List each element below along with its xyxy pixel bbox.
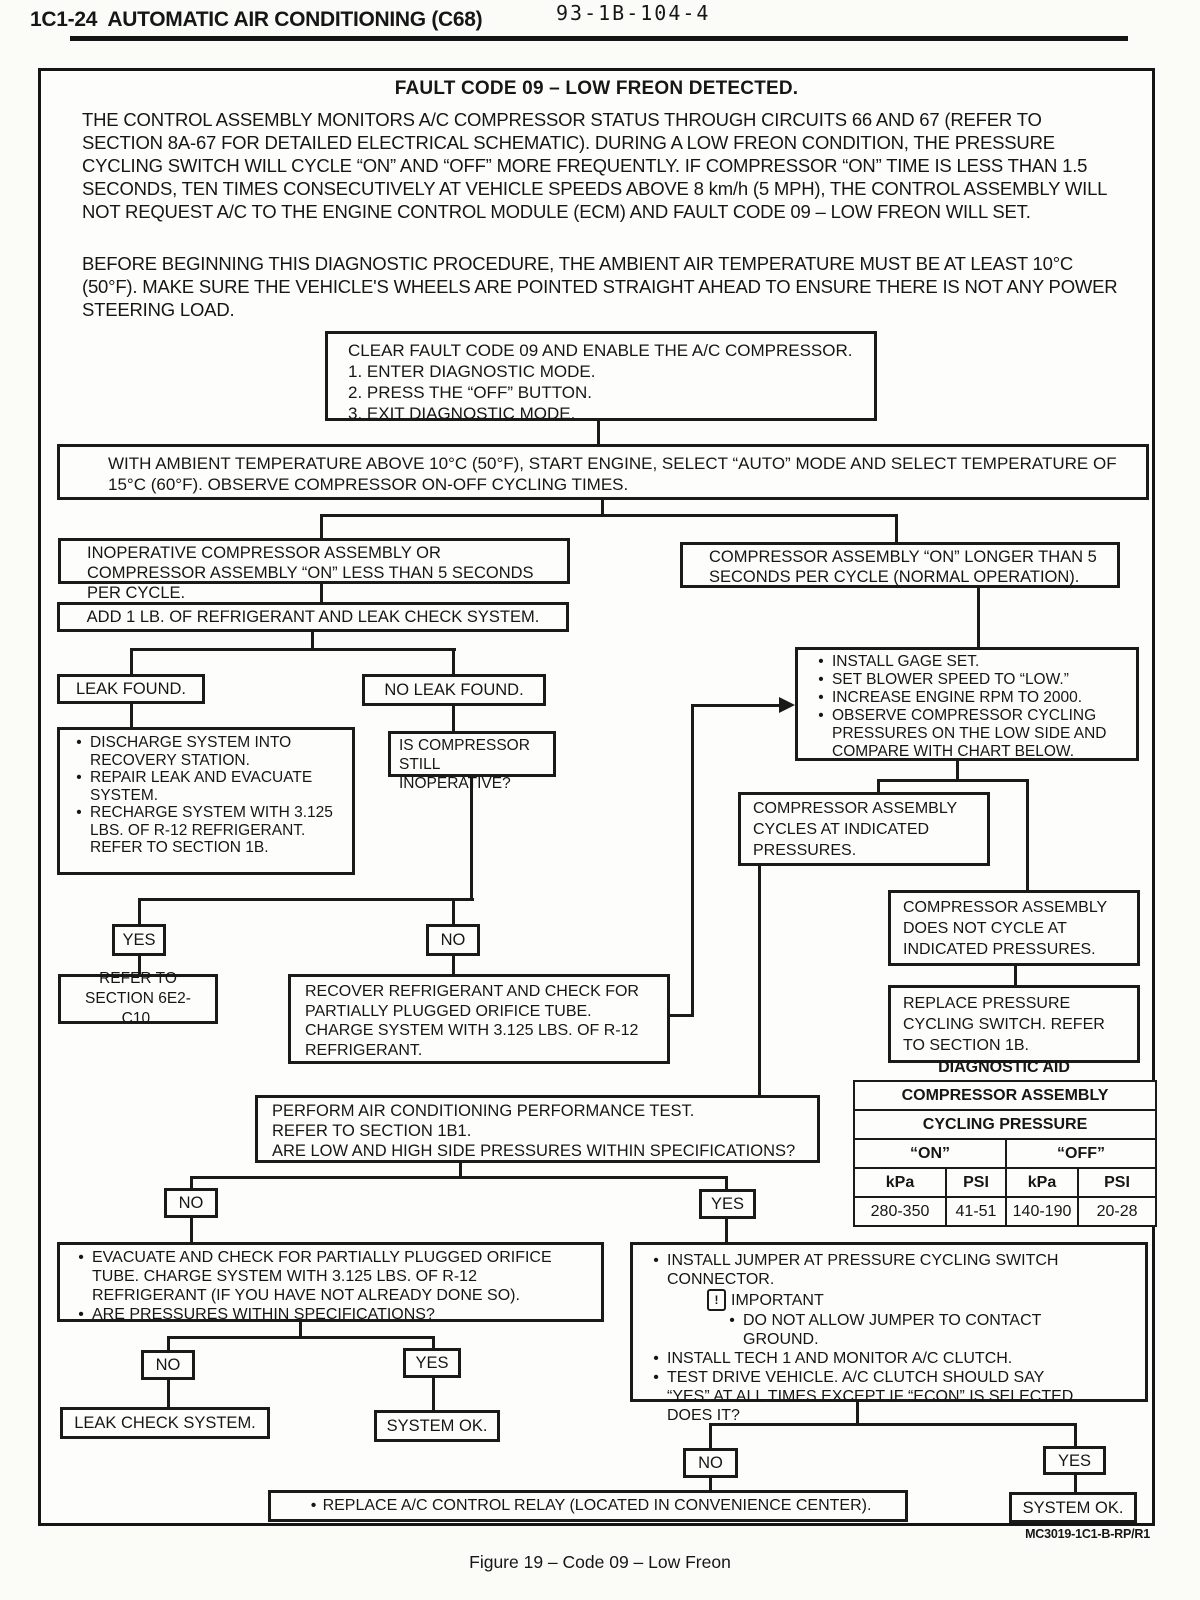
connector <box>432 1336 435 1348</box>
important-icon <box>707 1289 726 1311</box>
node-text: NO <box>178 1194 204 1212</box>
connector <box>709 1478 712 1490</box>
bullet-icon: • <box>653 1252 659 1269</box>
node-install-jumper <box>630 1242 1148 1424</box>
unit-cell: kPa <box>1006 1168 1078 1197</box>
connector <box>452 648 455 674</box>
connector <box>956 761 959 781</box>
connector <box>432 1378 435 1410</box>
connector <box>877 779 880 792</box>
node-text: PERFORM AIR CONDITIONING PERFORMANCE TEST. <box>272 1102 695 1120</box>
value-cell: 140-190 <box>1006 1197 1078 1226</box>
bullet-icon: • <box>653 1350 659 1367</box>
connector <box>709 1423 712 1448</box>
bullet-icon: • <box>818 653 824 670</box>
bullet-item: • DO NOT ALLOW JUMPER TO CONTACT GROUND. <box>721 1311 1085 1349</box>
node-text: YES <box>415 1354 449 1372</box>
node-text: COMPRESSOR ASSEMBLY DOES NOT CYCLE AT INDICATED PRESSURES. <box>903 899 1107 958</box>
bullet-icon: • <box>653 1369 659 1386</box>
on-header-cell: “ON” <box>854 1139 1006 1168</box>
connector <box>190 1218 193 1242</box>
node-text: NO LEAK FOUND. <box>384 681 524 699</box>
connector <box>597 421 600 444</box>
node-does-not-cycle <box>888 890 1140 966</box>
node-text: ADD 1 LB. OF REFRIGERANT AND LEAK CHECK SYSTEM. <box>86 608 540 626</box>
node-no-2 <box>164 1188 218 1218</box>
connector <box>1014 966 1017 985</box>
connector <box>1074 1475 1077 1492</box>
node-refer-section-6e2 <box>58 970 218 1027</box>
connector <box>130 648 133 674</box>
bullet-item: • RECHARGE SYSTEM WITH 3.125 LBS. OF R-12 REFRIGERANT. REFER TO SECTION 1B. <box>68 804 348 857</box>
unit-cell: PSI <box>1078 1168 1156 1197</box>
node-text: SYSTEM OK. <box>1022 1498 1124 1517</box>
node-system-ok-2 <box>1009 1492 1137 1523</box>
connector <box>725 1176 728 1189</box>
node-ambient-temperature <box>57 444 1149 500</box>
node-text: COMPRESSOR ASSEMBLY “ON” LONGER THAN 5 SECONDS PER CYCLE (NORMAL OPERATION). <box>709 548 1097 586</box>
node-yes-2 <box>699 1189 756 1219</box>
page-header-title: 1C1-24 AUTOMATIC AIR CONDITIONING (C68) <box>30 8 483 31</box>
node-text: REFER TO SECTION 1B1. <box>272 1122 472 1140</box>
node-discharge-repair <box>57 727 355 875</box>
node-text: REPLACE A/C CONTROL RELAY (LOCATED IN CONVENIENCE CENTER). <box>322 1497 872 1514</box>
bullet-item: • TEST DRIVE VEHICLE. A/C CLUTCH SHOULD SAY “YES” AT ALL TIMES EXCEPT IF “ECON” IS SELECTED. DOES IT? <box>645 1368 1085 1425</box>
value-cell: 41-51 <box>946 1197 1006 1226</box>
node-evacuate-check <box>57 1242 604 1322</box>
node-system-ok-1 <box>374 1410 500 1442</box>
node-text: NO <box>698 1454 723 1472</box>
node-text: YES <box>122 931 156 949</box>
connector <box>190 1176 728 1179</box>
fault-code-title: FAULT CODE 09 – LOW FREON DETECTED. <box>394 78 799 99</box>
connector <box>725 1219 728 1242</box>
bullet-icon: • <box>76 734 82 751</box>
important-note <box>707 1289 1085 1311</box>
unit-cell: PSI <box>946 1168 1006 1197</box>
bullet-item: • EVACUATE AND CHECK FOR PARTIALLY PLUGGED ORIFICE TUBE. CHARGE SYSTEM WITH 3.125 LBS. OF R-12 REFRIGERANT (IF YOU HAVE NOT ALREADY DONE SO). <box>70 1248 593 1305</box>
node-replace-cycling-switch <box>888 985 1140 1063</box>
node-performance-test <box>255 1095 820 1163</box>
step-item: 3. EXIT DIAGNOSTIC MODE. <box>348 404 576 423</box>
node-text: IS COMPRESSOR STILL INOPERATIVE? <box>399 737 530 792</box>
arrow-right-icon <box>779 697 795 713</box>
connector <box>320 514 898 517</box>
node-yes-3 <box>403 1348 461 1378</box>
exclamation-glyph: ! <box>714 1292 719 1307</box>
value-cell: 280-350 <box>854 1197 946 1226</box>
node-text: YES <box>710 1195 745 1213</box>
bullet-item: • ARE PRESSURES WITHIN SPECIFICATIONS? <box>70 1305 593 1324</box>
connector <box>167 1336 435 1339</box>
connector <box>758 866 761 1095</box>
node-leak-check-system <box>60 1407 270 1439</box>
connector <box>190 1176 193 1188</box>
node-text: INOPERATIVE COMPRESSOR ASSEMBLY OR COMPRESSOR ASSEMBLY “ON” LESS THAN 5 SECONDS PER CYCLE. <box>87 544 534 602</box>
connector-return <box>691 704 781 707</box>
connector <box>877 779 1029 782</box>
node-no-leak-found <box>362 674 546 706</box>
node-still-inoperative <box>388 731 556 792</box>
bullet-icon: • <box>78 1249 84 1266</box>
connector-return <box>691 704 694 1017</box>
node-no-4 <box>683 1448 738 1478</box>
bullet-item: • INCREASE ENGINE RPM TO 2000. <box>810 689 1132 707</box>
cycling-pressure-table <box>853 1080 1157 1227</box>
node-text: NO <box>440 931 466 949</box>
connector <box>167 1380 170 1407</box>
node-normal-operation <box>680 542 1120 588</box>
node-text: WITH AMBIENT TEMPERATURE ABOVE 10°C (50°F), START ENGINE, SELECT “AUTO” MODE AND SELECT TEMPERATURE OF 15°C (60°F). OBSERVE COMPRESSOR ON-OFF CYCLING TIMES. <box>108 454 1117 494</box>
bullet-icon: • <box>78 1306 84 1323</box>
node-recover-refrigerant <box>288 974 670 1064</box>
node-yes-1 <box>112 924 166 956</box>
bullet-icon: • <box>729 1312 735 1329</box>
diagnostic-aid-heading: DIAGNOSTIC AID <box>938 1059 1070 1076</box>
node-text: YES <box>1057 1451 1092 1470</box>
node-replace-relay <box>268 1490 908 1522</box>
node-cycles-at-pressures <box>738 792 990 866</box>
value-cell: 20-28 <box>1078 1197 1156 1226</box>
unit-cell: kPa <box>854 1168 946 1197</box>
bullet-item: • INSTALL GAGE SET. <box>810 653 1132 671</box>
intro-paragraph-1: THE CONTROL ASSEMBLY MONITORS A/C COMPRESSOR STATUS THROUGH CIRCUITS 66 AND 67 (REFER TO SECTION 8A-67 FOR DETAILED ELECTRICAL SCHEMATIC). DURING A LOW FREON CONDITION, THE PRESSURE CYCLING SWITCH WILL CYCLE “ON” AND “OFF” MORE FREQUENTLY. IF COMPRESSOR “ON” TIME IS LESS THAN 1.5 SECONDS, TEN TIMES CONSECUTIVELY AT VEHICLE SPEEDS ABOVE 8 km/h (5 MPH), THE CONTROL ASSEMBLY WILL NOT REQUEST A/C TO THE ENGINE CONTROL MODULE (ECM) AND FAULT CODE 09 – LOW FREON WILL SET. <box>82 109 1107 222</box>
connector <box>320 514 323 538</box>
connector <box>452 706 455 731</box>
node-text: NO <box>155 1356 181 1374</box>
table-title-cell: COMPRESSOR ASSEMBLY <box>854 1081 1156 1110</box>
node-text: LEAK CHECK SYSTEM. <box>74 1414 256 1432</box>
node-text: REPLACE PRESSURE CYCLING SWITCH. REFER TO SECTION 1B. <box>903 995 1105 1054</box>
connector <box>138 898 141 924</box>
bullet-icon: • <box>76 769 82 786</box>
table-subtitle-cell: CYCLING PRESSURE <box>854 1110 1156 1139</box>
figure-caption: Figure 19 – Code 09 – Low Freon <box>469 1552 731 1572</box>
bullet-item: • OBSERVE COMPRESSOR CYCLING PRESSURES ON THE LOW SIDE AND COMPARE WITH CHART BELOW. <box>810 707 1132 761</box>
node-no-1 <box>426 924 480 956</box>
doc-number: 93-1B-104-4 <box>556 1 711 25</box>
node-clear-fault-code <box>325 331 877 421</box>
connector <box>895 514 898 542</box>
plate-code: MC3019-1C1-B-RP/R1 <box>1025 1527 1150 1541</box>
connector <box>1074 1423 1077 1446</box>
connector <box>977 588 980 647</box>
node-leak-found <box>57 674 205 704</box>
connector <box>130 704 133 727</box>
intro-paragraph-2: BEFORE BEGINNING THIS DIAGNOSTIC PROCEDURE, THE AMBIENT AIR TEMPERATURE MUST BE AT LEAST 10°C (50°F). MAKE SURE THE VEHICLE'S WHEELS ARE POINTED STRAIGHT AHEAD TO ENSURE THERE IS NOT ANY POWER STEERING LOAD. <box>82 253 1118 320</box>
step-item: 2. PRESS THE “OFF” BUTTON. <box>348 383 593 402</box>
node-install-gage-set <box>795 647 1139 761</box>
node-text: CLEAR FAULT CODE 09 AND ENABLE THE A/C COMPRESSOR. <box>348 341 853 360</box>
node-add-refrigerant <box>57 602 569 632</box>
connector <box>1026 779 1029 890</box>
connector <box>452 898 455 924</box>
bullet-item: • REPAIR LEAK AND EVACUATE SYSTEM. <box>68 769 348 804</box>
bullet-item: • SET BLOWER SPEED TO “LOW.” <box>810 671 1132 689</box>
bullet-item: • INSTALL JUMPER AT PRESSURE CYCLING SWITCH CONNECTOR. <box>645 1251 1085 1289</box>
bullet-item: • DISCHARGE SYSTEM INTO RECOVERY STATION. <box>68 734 348 769</box>
node-text: RECOVER REFRIGERANT AND CHECK FOR PARTIALLY PLUGGED ORIFICE TUBE. CHARGE SYSTEM WITH 3.125 LBS. OF R-12 REFRIGERANT. <box>305 983 639 1059</box>
node-inoperative-compressor <box>58 538 570 602</box>
node-text: ARE LOW AND HIGH SIDE PRESSURES WITHIN SPECIFICATIONS? <box>272 1142 796 1160</box>
node-text: LEAK FOUND. <box>75 680 187 698</box>
node-no-3 <box>141 1350 195 1380</box>
node-text: COMPRESSOR ASSEMBLY CYCLES AT INDICATED PRESSURES. <box>753 800 957 859</box>
connector <box>130 648 456 651</box>
node-text: REFER TO SECTION 6E2-C10. <box>85 970 191 1027</box>
connector <box>470 777 473 900</box>
node-yes-4 <box>1043 1446 1106 1475</box>
step-item: 1. ENTER DIAGNOSTIC MODE. <box>348 362 596 381</box>
header-rule <box>70 36 1128 41</box>
off-header-cell: “OFF” <box>1006 1139 1156 1168</box>
bullet-icon: • <box>76 804 82 821</box>
bullet-icon: • <box>818 707 824 724</box>
bullet-item: • INSTALL TECH 1 AND MONITOR A/C CLUTCH. <box>645 1349 1085 1368</box>
bullet-icon: • <box>818 689 824 706</box>
important-label: IMPORTANT <box>731 1291 824 1309</box>
node-text: SYSTEM OK. <box>386 1417 488 1435</box>
connector <box>452 956 455 974</box>
bullet-icon: • <box>818 671 824 688</box>
connector <box>167 1336 170 1350</box>
connector <box>138 898 474 901</box>
bullet-icon: • <box>310 1497 317 1514</box>
